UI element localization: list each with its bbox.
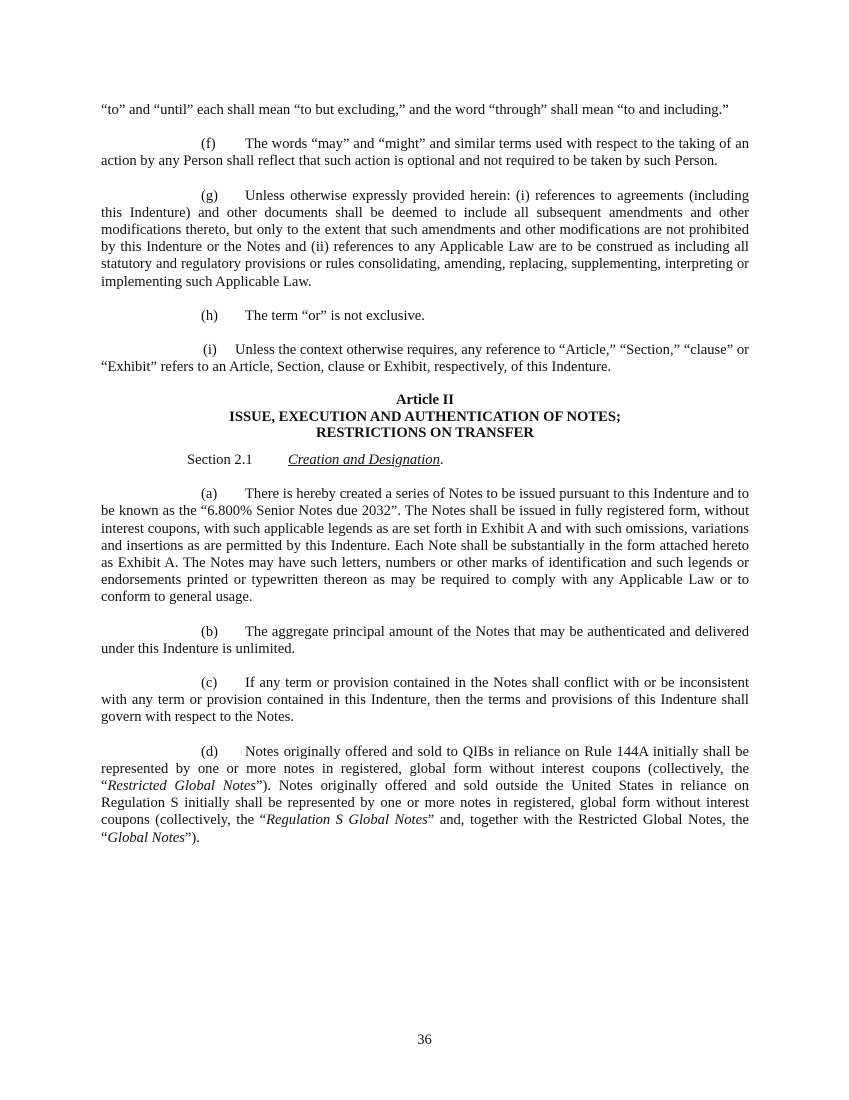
clause-g-text: Unless otherwise expressly provided herein: (i) references to agreements (including this Indenture) and other documents shall be deemed to include all subsequent amendments and other modifications thereto, but only to the extent that such amendments and other modifications are not prohibited by this Indenture or the Notes and (ii) references to any Applicable Law are to be construed as including all statutory and regulatory provisions or rules consolidating, amending, replacing, supplementing, interpreting or implementing such Applicable Law. (101, 187, 749, 290)
clause-i (101, 342, 749, 376)
section-heading (101, 452, 749, 469)
subsection-a (101, 486, 749, 606)
subsection-b (101, 624, 749, 658)
section-title: Creation and Designation (288, 451, 440, 468)
clause-h-text: The term “or” is not exclusive. (245, 307, 425, 324)
subsection-c-label: (c) (201, 674, 218, 691)
clause-i-text: Unless the context otherwise requires, any reference to “Article,” “Section,” “clause” or “Exhibit” refers to an Article, Section, clause or Exhibit, respectively, of this Indenture. (101, 342, 749, 376)
subsection-b-label: (b) (201, 623, 219, 640)
subsection-d-text-4: ”). (184, 829, 200, 846)
clause-i-label: (i) (203, 342, 217, 359)
article-number: Article II (396, 392, 454, 409)
clause-f-text: The words “may” and “might” and similar terms used with respect to the taking of an action by any Person shall reflect that such action is optional and not required to be taken by such Person. (101, 136, 749, 170)
defined-term-regulation-s-global-notes: Regulation S Global Notes (266, 812, 428, 829)
subsection-d-label: (d) (201, 743, 219, 760)
defined-term-restricted-global-notes: Restricted Global Notes (107, 777, 256, 794)
page-number: 36 (417, 1032, 432, 1048)
subsection-d-text-1: Notes originally offered and sold to QIBs in reliance on Rule 144A initially shall be represented by one or more notes in registered, global form without interest coupons (collectively, the “ (101, 743, 749, 794)
subsection-a-text: There is hereby created a series of Notes to be issued pursuant to this Indenture and to be known as the “6.800% Senior Notes due 2032”. The Notes shall be issued in fully registered form, without interest coupons, with such applicable legends as are set forth in Exhibit A and with such omissions, variations and insertions as are permitted by this Indenture. Each Note shall be substantially in the form attached hereto as Exhibit A. The Notes may have such letters, numbers or other marks of identification and such legends or endorsements printed or typewritten thereon as may be required to comply with any Applicable Law or to conform to general usage. (101, 486, 749, 606)
section-number: Section 2.1 (187, 451, 253, 468)
clause-h (101, 308, 749, 325)
clause-g (101, 188, 749, 291)
article-title-line-2: RESTRICTIONS ON TRANSFER (316, 425, 534, 442)
clause-h-label: (h) (201, 307, 219, 324)
clause-f-label: (f) (201, 136, 216, 153)
subsection-d (101, 744, 749, 847)
clause-g-label: (g) (201, 187, 219, 204)
clause-f (101, 136, 749, 170)
section-title-period: . (439, 451, 444, 468)
subsection-c (101, 675, 749, 727)
defined-term-global-notes: Global Notes (107, 829, 185, 846)
subsection-b-text: The aggregate principal amount of the Notes that may be authenticated and delivered under this Indenture is unlimited. (101, 623, 749, 657)
subsection-d-text-3: ” and, together with the Restricted Global Notes, the “ (101, 812, 749, 846)
subsection-a-label: (a) (201, 486, 218, 503)
article-heading (101, 392, 749, 442)
page-body (101, 102, 749, 847)
subsection-c-text: If any term or provision contained in the Notes shall conflict with or be inconsistent with any term or provision contained in this Indenture, then the terms and provisions of this Indenture shall govern with respect to the Notes. (101, 674, 749, 726)
article-title-line-1: ISSUE, EXECUTION AND AUTHENTICATION OF NOTES; (229, 408, 621, 425)
subsection-d-text-2: ”). Notes originally offered and sold outside the United States in reliance on Regulation S initially shall be represented by one or more notes in registered, global form without interest coupons (collectively, the “ (101, 777, 749, 829)
continuation-paragraph: “to” and “until” each shall mean “to but excluding,” and the word “through” shall mean “to and including.” (101, 102, 729, 118)
